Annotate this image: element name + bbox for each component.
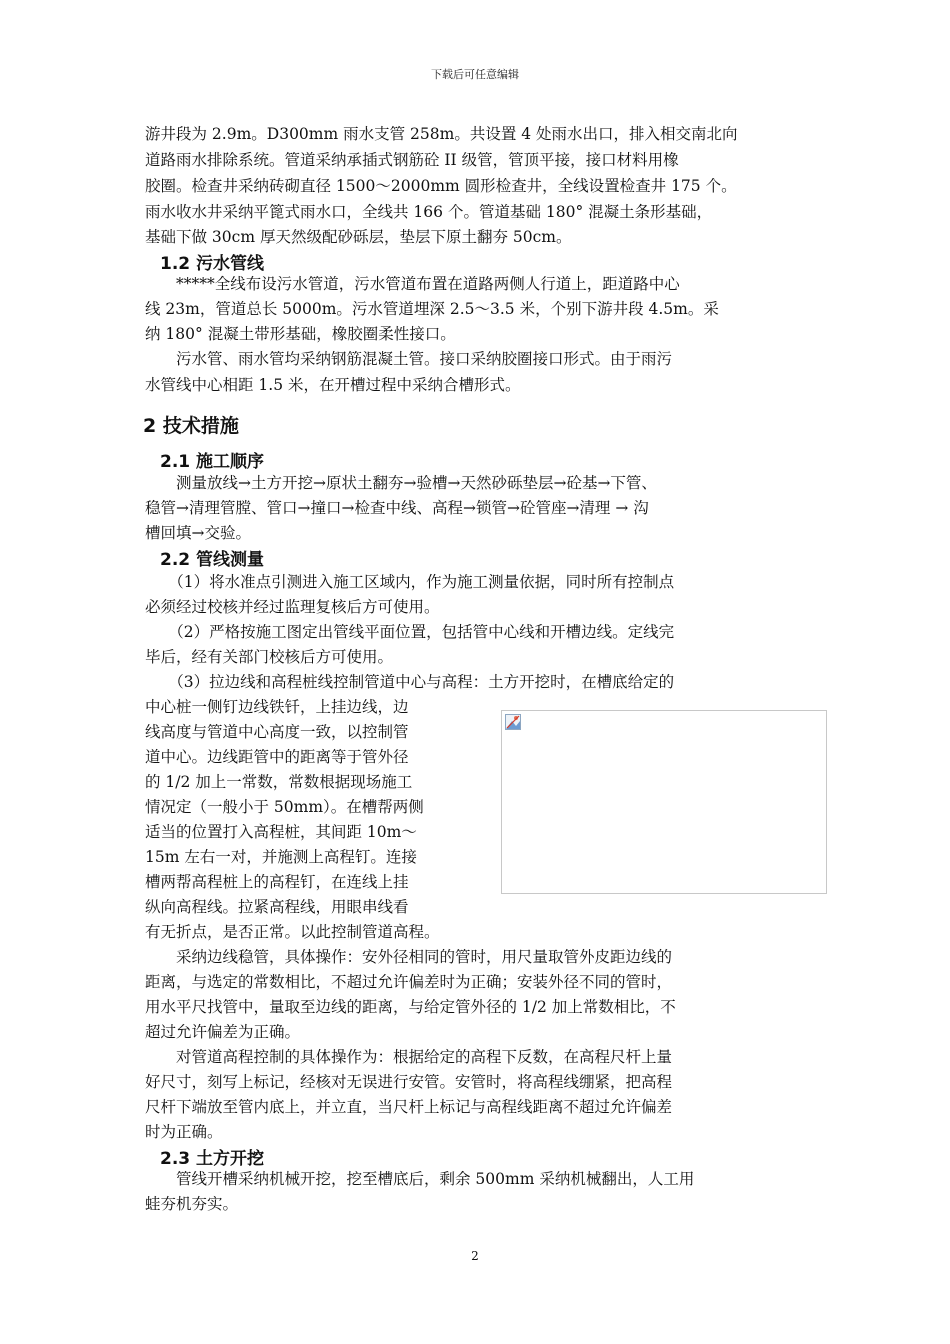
body-line: 基础下做 30cm 厚天然级配砂砾层，垫层下原土翻夯 50cm。 — [145, 228, 572, 246]
body-line: 的 1/2 加上一常数，常数根据现场施工 — [145, 773, 413, 791]
section-heading: 2.1 施工顺序 — [160, 452, 265, 472]
body-line: 污水管、雨水管均采纳钢筋混凝土管。接口采纳胶圈接口形式。由于雨污 — [145, 350, 673, 368]
body-line: 线高度与管道中心高度一致，以控制管 — [145, 723, 409, 741]
body-line: 用水平尺找管中，量取至边线的距离，与给定管外径的 1/2 加上常数相比，不 — [145, 998, 676, 1016]
body-line: 道路雨水排除系统。管道采纳承插式钢筋砼 II 级管，管顶平接，接口材料用橡 — [145, 151, 679, 169]
page-header: 下载后可任意编辑 — [431, 68, 519, 81]
body-line: 纵向高程线。拉紧高程线，用眼串线看 — [145, 898, 409, 916]
body-line: 15m 左右一对，并施测上高程钉。连接 — [145, 848, 417, 866]
body-line: （2）严格按施工图定出管线平面位置，包括管中心线和开槽边线。定线完 — [145, 623, 675, 641]
broken-image-icon — [505, 714, 521, 730]
body-line: 管线开槽采纳机械开挖，挖至槽底后，剩余 500mm 采纳机械翻出，人工用 — [145, 1170, 695, 1188]
body-line: 槽两帮高程桩上的高程钉，在连线上挂 — [145, 873, 409, 891]
body-line: 有无折点，是否正常。以此控制管道高程。 — [145, 923, 440, 941]
page-number: 2 — [471, 1249, 479, 1263]
body-line: 胶圈。检查井采纳砖砌直径 1500～2000mm 圆形检查井，全线设置检查井 175 个。 — [145, 177, 737, 195]
body-line: 采纳边线稳管，具体操作：安外径相同的管时，用尺量取管外皮距边线的 — [145, 948, 673, 966]
body-line: 对管道高程控制的具体操作为：根据给定的高程下反数，在高程尺杆上量 — [145, 1048, 673, 1066]
body-line: 适当的位置打入高程桩，其间距 10m～ — [145, 823, 417, 841]
body-line: 情况定（一般小于 50mm）。在槽帮两侧 — [145, 798, 424, 816]
body-line: 稳管→清理管膛、管口→撞口→检查中线、高程→锁管→砼管座→清理 → 沟 — [145, 499, 649, 517]
section-heading: 2.2 管线测量 — [160, 550, 265, 570]
body-line: *****全线布设污水管道，污水管道布置在道路两侧人行道上，距道路中心 — [145, 275, 680, 293]
chapter-heading: 2 技术措施 — [143, 415, 239, 437]
body-line: 尺杆下端放至管内底上，并立直，当尺杆上标记与高程线距离不超过允许偏差 — [145, 1098, 673, 1116]
body-line: 超过允许偏差为正确。 — [145, 1023, 301, 1041]
body-line: 游井段为 2.9m。D300mm 雨水支管 258m。共设置 4 处雨水出口，排入相交南北向 — [145, 125, 738, 143]
body-line: 中心桩一侧钉边线铁钎，上挂边线，边 — [145, 698, 409, 716]
section-heading: 1.2 污水管线 — [160, 254, 265, 274]
body-line: 距离，与选定的常数相比，不超过允许偏差时为正确；安装外径不同的管时， — [145, 973, 673, 991]
body-line: 毕后，经有关部门校核后方可使用。 — [145, 648, 394, 666]
body-line: 道中心。边线距管中的距离等于管外径 — [145, 748, 409, 766]
body-line: 好尺寸，刻写上标记，经核对无误进行安管。安管时，将高程线绷紧，把高程 — [145, 1073, 673, 1091]
image-placeholder — [501, 710, 827, 894]
body-line: 蛙夯机夯实。 — [145, 1195, 239, 1213]
body-line: 水管线中心相距 1.5 米，在开槽过程中采纳合槽形式。 — [145, 376, 521, 394]
body-line: 纳 180° 混凝土带形基础，橡胶圈柔性接口。 — [145, 325, 456, 343]
body-line: 雨水收水井采纳平篦式雨水口，全线共 166 个。管道基础 180° 混凝土条形基础， — [145, 203, 713, 221]
body-line: 槽回填→交验。 — [145, 524, 251, 542]
body-line: 时为正确。 — [145, 1123, 223, 1141]
body-line: 线 23m，管道总长 5000m。污水管道埋深 2.5～3.5 米，个别下游井段 4.5m。采 — [145, 300, 719, 318]
body-line: 测量放线→土方开挖→原状土翻夯→验槽→天然砂砾垫层→砼基→下管、 — [145, 474, 657, 492]
section-heading: 2.3 土方开挖 — [160, 1149, 265, 1169]
body-line: 必须经过校核并经过监理复核后方可使用。 — [145, 598, 440, 616]
body-line: （3）拉边线和高程桩线控制管道中心与高程：土方开挖时，在槽底给定的 — [145, 673, 675, 691]
body-line: （1）将水准点引测进入施工区域内，作为施工测量依据，同时所有控制点 — [145, 573, 675, 591]
